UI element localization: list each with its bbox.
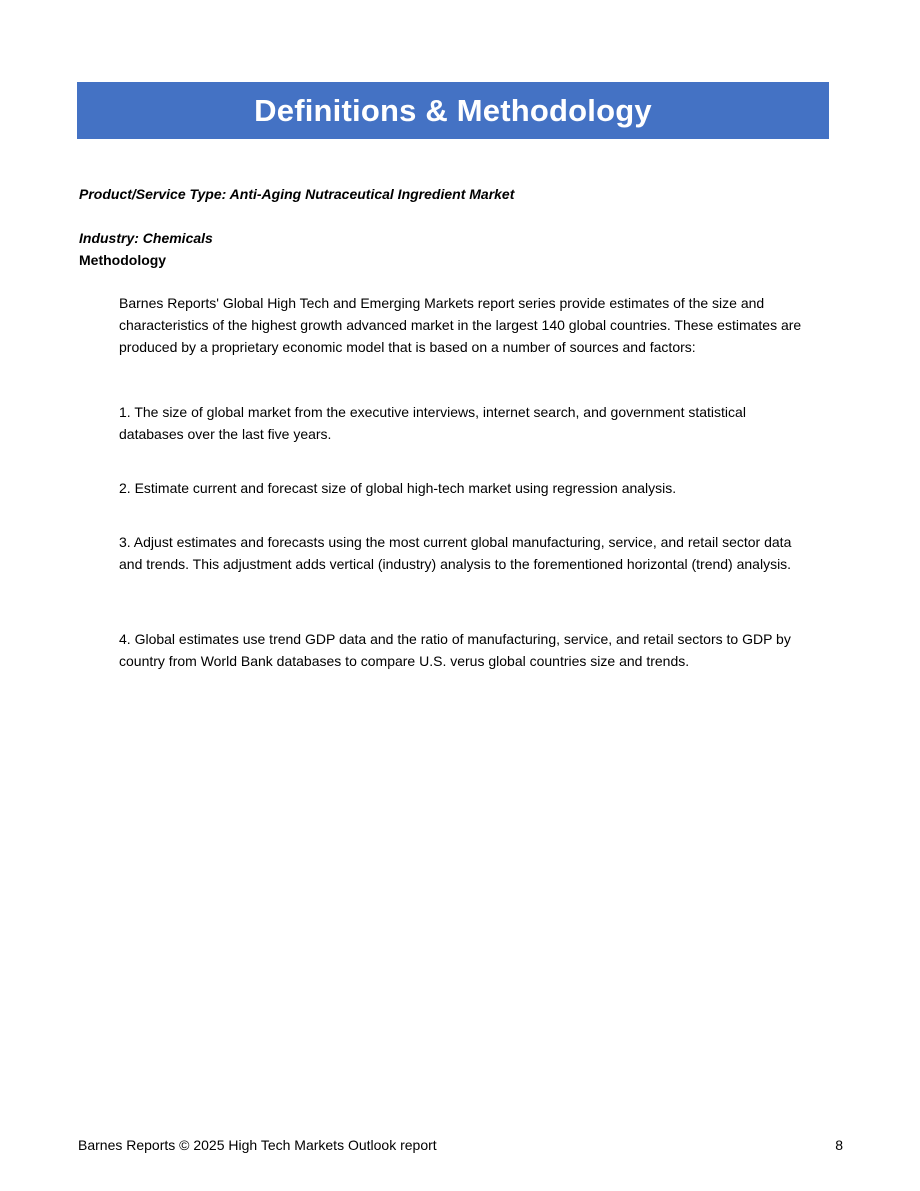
step-2-paragraph: 2. Estimate current and forecast size of global high-tech market using regression analysis. [119,480,677,496]
footer-copyright: Barnes Reports © 2025 High Tech Markets Outlook report [78,1137,437,1153]
title-banner [77,82,829,139]
step-3-paragraph: 3. Adjust estimates and forecasts using the most current global manufacturing, service, and retail sector data and trends. This adjustment adds vertical (industry) analysis to the forementioned horizontal (trend) analysis. [119,534,792,572]
step-4-paragraph: 4. Global estimates use trend GDP data and the ratio of manufacturing, service, and retail sectors to GDP by country from World Bank databases to compare U.S. verus global countries size and trends. [119,631,791,669]
intro-paragraph: Barnes Reports' Global High Tech and Emerging Markets report series provide estimates of the size and characteristics of the highest growth advanced market in the largest 140 global countries. These estimates are produced by a proprietary economic model that is based on a number of sources and factors: [119,295,802,355]
methodology-heading: Methodology [79,252,167,268]
product-type-label: Product/Service Type: Anti-Aging Nutraceutical Ingredient Market [79,186,515,202]
step-1-paragraph: 1. The size of global market from the executive interviews, internet search, and government statistical databases over the last five years. [119,404,746,442]
page-number: 8 [835,1137,843,1153]
industry-label: Industry: Chemicals [79,230,213,246]
page-title: Definitions & Methodology [254,92,652,128]
